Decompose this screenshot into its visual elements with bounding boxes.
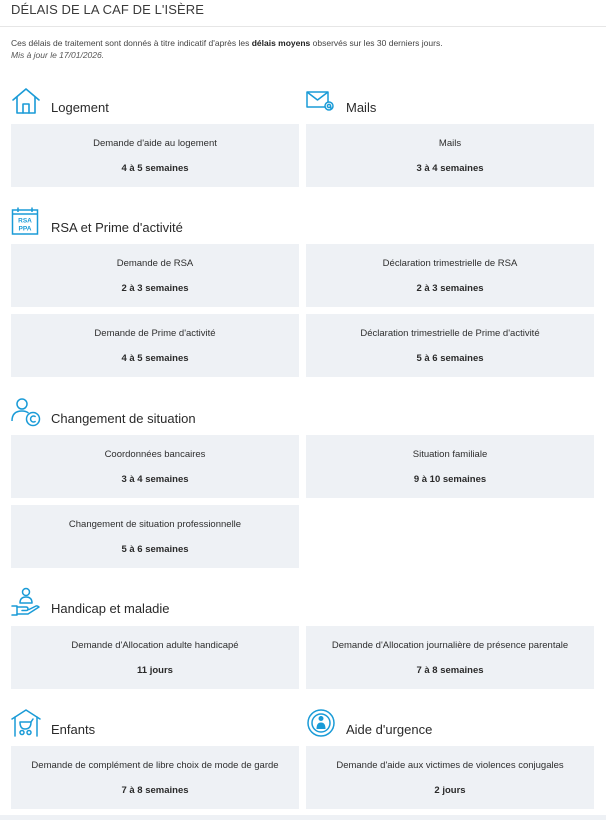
stroller-house-icon bbox=[11, 708, 41, 738]
card-title: Situation familiale bbox=[412, 449, 488, 460]
card-value: 4 à 5 semaines bbox=[121, 163, 189, 174]
card-value: 9 à 10 semaines bbox=[413, 474, 487, 485]
page-header bbox=[0, 0, 606, 27]
intro-bold-text: délais moyens bbox=[251, 38, 311, 48]
card-title: Déclaration trimestrielle de RSA bbox=[382, 258, 518, 269]
section-title: Enfants bbox=[51, 722, 96, 737]
card-declaration-trimestrielle-prime bbox=[306, 314, 594, 377]
section-title: RSA et Prime d'activité bbox=[51, 220, 183, 235]
person-copyright-icon bbox=[11, 397, 41, 427]
ppa-icon-text: PPA bbox=[18, 225, 32, 233]
bottom-divider bbox=[0, 815, 606, 820]
section-urgence-header bbox=[306, 704, 432, 738]
card-value: 3 à 4 semaines bbox=[416, 163, 484, 174]
rsa-ppa-calendar-icon bbox=[11, 206, 41, 236]
card-allocation-adulte-handicape bbox=[11, 626, 299, 689]
card-changement-situation-professionnelle bbox=[11, 505, 299, 568]
section-situation-header bbox=[11, 393, 196, 427]
card-title: Coordonnées bancaires bbox=[104, 449, 206, 460]
section-title: Handicap et maladie bbox=[51, 601, 170, 616]
section-enfants-header bbox=[11, 704, 95, 738]
card-title: Demande d'aide au logement bbox=[93, 138, 217, 149]
card-title: Déclaration trimestrielle de Prime d'activité bbox=[360, 328, 540, 339]
section-title: Mails bbox=[346, 100, 377, 115]
section-title: Changement de situation bbox=[51, 411, 196, 426]
section-title: Logement bbox=[51, 100, 109, 115]
mail-at-icon bbox=[306, 86, 336, 116]
card-demande-rsa bbox=[11, 244, 299, 307]
intro-text-part: Ces délais de traitement sont donnés à titre indicatif d'après les bbox=[11, 38, 252, 48]
card-title: Demande de Prime d'activité bbox=[94, 328, 216, 339]
card-complement-libre-choix-mode-garde bbox=[11, 746, 299, 809]
page-title: DÉLAIS DE LA CAF DE L'ISÈRE bbox=[11, 2, 205, 17]
intro-text bbox=[11, 37, 596, 61]
section-title: Aide d'urgence bbox=[346, 722, 433, 737]
house-icon bbox=[11, 86, 41, 116]
card-value: 5 à 6 semaines bbox=[416, 353, 484, 364]
card-allocation-presence-parentale bbox=[306, 626, 594, 689]
card-title: Demande d'Allocation journalière de présence parentale bbox=[331, 640, 569, 651]
card-title: Demande d'aide aux victimes de violences conjugales bbox=[336, 760, 564, 771]
intro-description bbox=[11, 37, 596, 49]
card-value: 2 à 3 semaines bbox=[416, 283, 484, 294]
card-value: 2 jours bbox=[434, 785, 466, 796]
card-value: 3 à 4 semaines bbox=[121, 474, 189, 485]
section-rsa-header bbox=[11, 202, 183, 236]
card-demande-prime-activite bbox=[11, 314, 299, 377]
card-demande-aide-logement bbox=[11, 124, 299, 187]
emergency-person-icon bbox=[306, 708, 336, 738]
section-logement-header bbox=[11, 82, 109, 116]
card-declaration-trimestrielle-rsa bbox=[306, 244, 594, 307]
intro-text-part: observés sur les 30 derniers jours. bbox=[310, 38, 443, 48]
card-coordonnees-bancaires bbox=[11, 435, 299, 498]
card-aide-victimes-violences-conjugales bbox=[306, 746, 594, 809]
card-value: 4 à 5 semaines bbox=[121, 353, 189, 364]
card-title: Demande d'Allocation adulte handicapé bbox=[71, 640, 239, 651]
last-updated: Mis à jour le 17/01/2026. bbox=[11, 50, 105, 60]
card-situation-familiale bbox=[306, 435, 594, 498]
section-mails-header bbox=[306, 82, 376, 116]
card-title: Mails bbox=[438, 138, 462, 149]
card-title: Changement de situation professionnelle bbox=[68, 519, 242, 530]
card-value: 7 à 8 semaines bbox=[416, 665, 484, 676]
card-value: 5 à 6 semaines bbox=[121, 544, 189, 555]
card-value: 2 à 3 semaines bbox=[121, 283, 189, 294]
section-handicap-header bbox=[11, 583, 170, 617]
card-title: Demande de RSA bbox=[116, 258, 194, 269]
card-value: 7 à 8 semaines bbox=[121, 785, 189, 796]
card-value: 11 jours bbox=[137, 665, 173, 676]
rsa-icon-text: RSA bbox=[18, 217, 32, 225]
person-hand-icon bbox=[11, 587, 41, 617]
card-mails bbox=[306, 124, 594, 187]
card-title: Demande de complément de libre choix de mode de garde bbox=[31, 760, 279, 771]
